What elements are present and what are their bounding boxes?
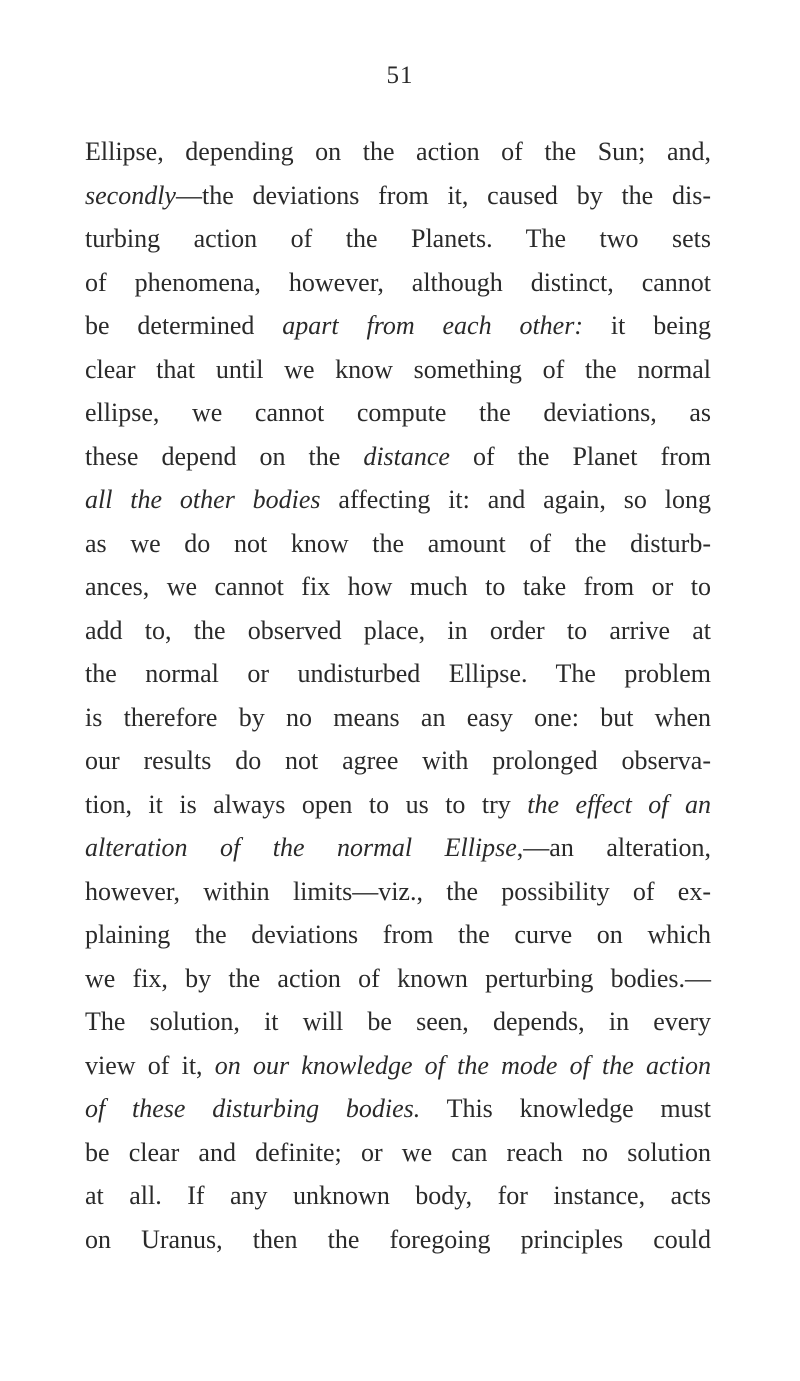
text-line (85, 957, 711, 1001)
italic-text: distance (363, 441, 450, 471)
text-line (85, 652, 711, 696)
text-line (85, 435, 711, 479)
body-paragraph (85, 130, 711, 1261)
text-run: ances, we cannot fix how much to take from or to (85, 572, 711, 601)
text-line (85, 217, 711, 261)
text-line (85, 174, 711, 218)
text-run: be clear and definite; or we can reach no solution (85, 1137, 711, 1167)
text-run: —the deviations from it, caused by the dis- (175, 180, 711, 210)
text-run: add to, the observed place, in order to arrive at (85, 615, 711, 645)
text-run: on Uranus, then the foregoing principles could (85, 1224, 711, 1254)
italic-text: the effect of an (527, 789, 712, 819)
text-run: however, within limits—viz., the possibility of ex- (85, 876, 711, 906)
text-line (85, 565, 711, 609)
text-run: these depend on the (85, 441, 364, 471)
text-run: tion, it is always open to us to try (85, 789, 528, 819)
text-run: is therefore by no means an easy one: but when (85, 702, 711, 732)
text-line (85, 261, 711, 305)
text-run: our results do not agree with prolonged observa- (85, 746, 711, 775)
text-line (85, 130, 711, 174)
text-run: at all. If any unknown body, for instance, acts (85, 1181, 711, 1210)
text-line (85, 478, 711, 522)
text-line (85, 1218, 711, 1262)
text-run: we fix, by the action of known perturbing bodies.— (85, 963, 711, 993)
text-run: plaining the deviations from the curve on which (85, 920, 711, 949)
text-run: the normal or undisturbed Ellipse. The problem (85, 659, 711, 688)
text-line (85, 391, 711, 435)
text-run: affecting it: and again, so long (320, 485, 711, 514)
text-run: of phenomena, however, although distinct, cannot (85, 267, 711, 297)
page-number: 51 (386, 62, 414, 89)
text-run: be determined (85, 311, 283, 340)
text-line (85, 739, 711, 783)
italic-text: on our knowledge of the mode of the action (214, 1050, 711, 1080)
text-run: of the Planet from (449, 441, 711, 471)
text-line (85, 609, 711, 653)
text-line (85, 696, 711, 740)
text-line (85, 870, 711, 914)
italic-text: secondly (85, 180, 176, 210)
text-line (85, 1131, 711, 1175)
text-run: clear that until we know something of the normal (85, 354, 711, 384)
text-line (85, 783, 711, 827)
italic-text: alteration of the normal Ellipse (85, 833, 517, 862)
text-run: turbing action of the Planets. The two sets (85, 224, 711, 253)
text-line (85, 1044, 711, 1088)
text-run: ,—an alteration, (516, 833, 711, 862)
text-line (85, 1000, 711, 1044)
text-run: as we do not know the amount of the disturb- (85, 528, 711, 558)
italic-text: of these disturbing bodies. (85, 1094, 421, 1123)
text-run: it being (583, 311, 711, 340)
text-line (85, 1174, 711, 1218)
text-run: view of it, (85, 1050, 215, 1080)
text-line (85, 522, 711, 566)
italic-text: apart from each other: (282, 311, 584, 340)
text-run: Ellipse, depending on the action of the Sun; and, (85, 137, 711, 166)
text-line (85, 304, 711, 348)
text-run: This knowledge must (420, 1094, 711, 1123)
text-line (85, 826, 711, 870)
italic-text: all the other bodies (85, 485, 321, 514)
text-run: ellipse, we cannot compute the deviations, as (85, 398, 711, 427)
text-run: The solution, it will be seen, depends, in every (85, 1007, 711, 1036)
text-line (85, 1087, 711, 1131)
text-line (85, 348, 711, 392)
text-line (85, 913, 711, 957)
